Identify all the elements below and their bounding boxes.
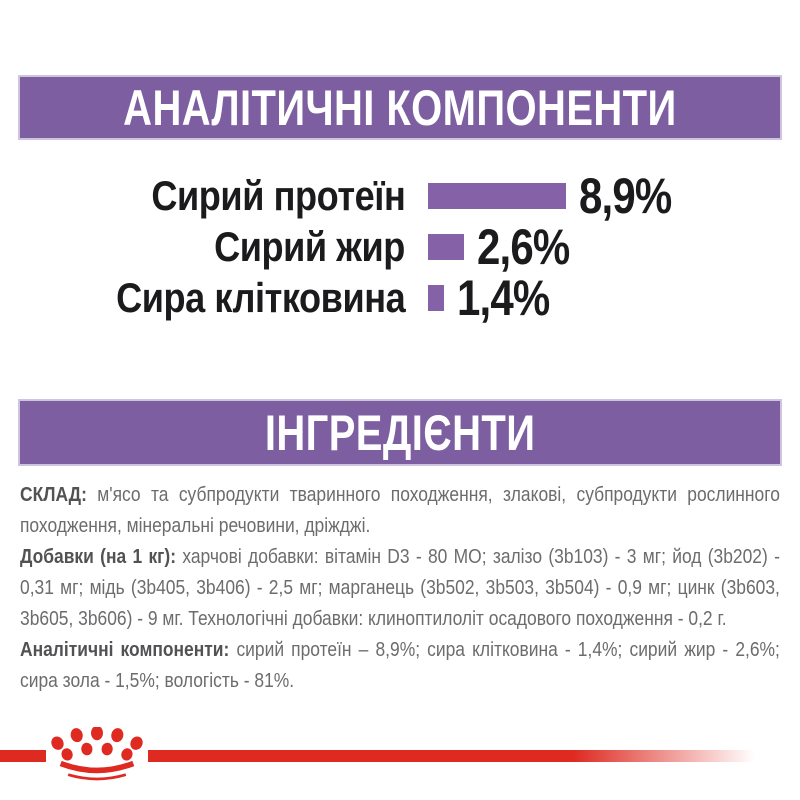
- chart-label: Сирий протеїн: [150, 172, 405, 219]
- chart-value: 1,4%: [457, 270, 550, 326]
- analytical-components-banner: [18, 75, 782, 140]
- analytical-paragraph: [20, 634, 780, 696]
- chart-bar-protein: [428, 183, 566, 209]
- chart-row-fiber: [20, 270, 790, 326]
- chart-bar-fat: [428, 234, 464, 260]
- chart-value: 2,6%: [477, 219, 570, 275]
- ingredients-textblock: [20, 479, 780, 696]
- analytical-text: сирий протеїн – 8,9%; сира клітковина - 1,4%; сирий жир - 2,6%; сира зола - 1,5%; вологість - 81%.: [20, 638, 780, 692]
- chart-row-fat: [20, 219, 790, 275]
- analytical-components-title: АНАЛІТИЧНІ КОМПОНЕНТИ: [123, 79, 677, 136]
- chart-value: 8,9%: [579, 168, 672, 224]
- ingredients-title: ІНГРЕДІЄНТИ: [264, 404, 536, 461]
- chart-label: Сира клітковина: [115, 274, 405, 321]
- composition-text: м'ясо та субпродукти тваринного походження, злакові, субпродукти рослинного походження, мінеральні речовини, дріжджі.: [20, 483, 780, 537]
- chart-label: Сирий жир: [214, 223, 405, 270]
- chart-bar-fiber: [428, 285, 444, 311]
- additives-text: харчові добавки: вітамін D3 - 80 МО; залізо (3b103) - 3 мг; йод (3b202) - 0,31 мг; мідь (3b405, 3b406) - 2,5 мг; марганець (3b502, 3b503, 3b504) - 0,9 мг; цинк (3b603, 3b605, 3b606) - 9 мг. Технологічні добавки: клиноптилоліт осадового походження - 0,2 г.: [20, 545, 780, 630]
- additives-paragraph: [20, 541, 780, 634]
- additives-lead: Добавки (на 1 кг):: [20, 545, 177, 568]
- composition-paragraph: [20, 479, 780, 541]
- footer-rule-left: [0, 750, 46, 762]
- chart-row-protein: [20, 168, 790, 224]
- royal-canin-crown-icon: [50, 727, 144, 785]
- analytical-lead: Аналітичні компоненти:: [20, 638, 230, 661]
- ingredients-banner: [18, 399, 782, 466]
- composition-lead: СКЛАД:: [20, 483, 87, 506]
- footer-rule-right: [148, 750, 755, 762]
